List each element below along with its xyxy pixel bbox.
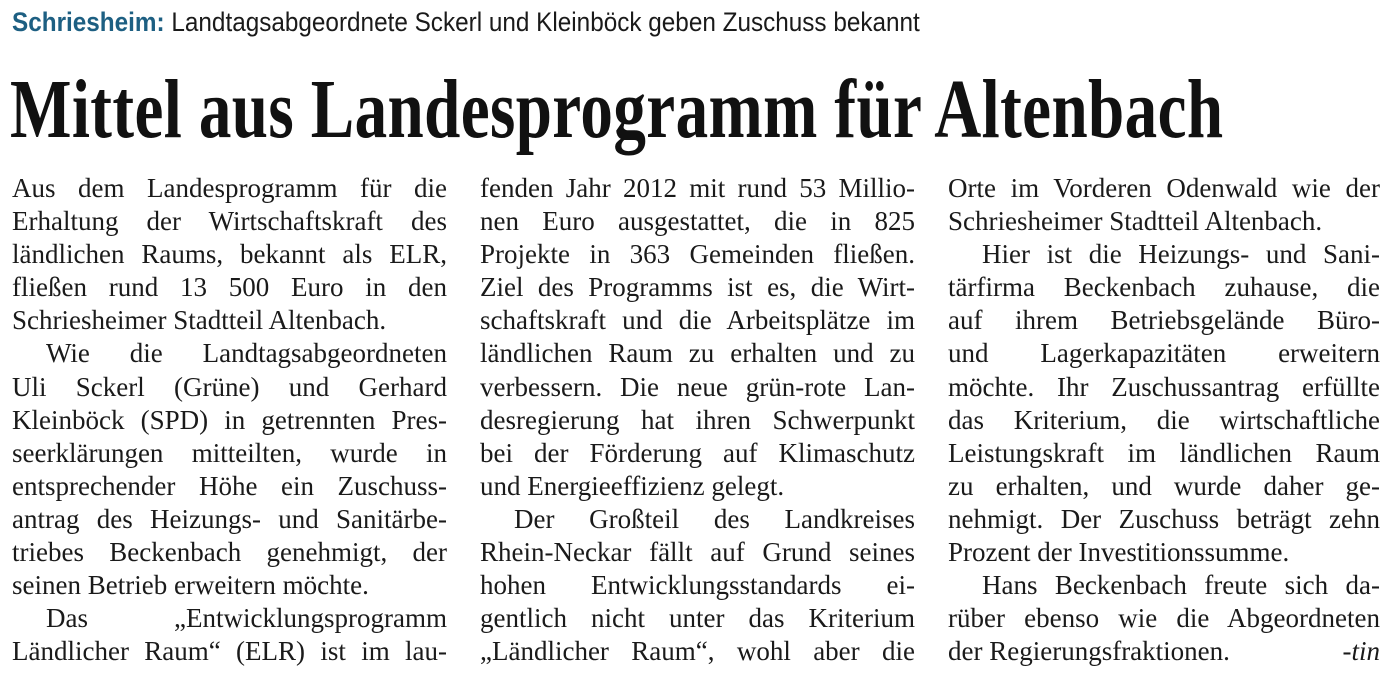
body-line: der Regierungsfraktionen. xyxy=(948,636,1230,667)
body-line: Kleinböck (SPD) in getrennten Pres- xyxy=(12,404,447,435)
article-column-3 xyxy=(948,172,1380,668)
body-line: fließen rund 13 500 Euro in den xyxy=(12,272,447,303)
body-line: Das „Entwicklungsprogramm xyxy=(46,603,447,634)
body-line: Ländlicher Raum“ (ELR) ist im lau- xyxy=(12,636,447,667)
body-line: rüber ebenso wie die Abgeordneten xyxy=(948,603,1380,634)
kicker-line xyxy=(12,2,1245,42)
body-line: schaftskraft und die Arbeitsplätze im xyxy=(480,305,915,336)
body-line: Schriesheimer Stadtteil Altenbach. xyxy=(12,305,387,336)
body-line: Leistungskraft im ländlichen Raum xyxy=(948,437,1380,468)
author-signature: -tin xyxy=(1342,636,1380,667)
body-line: bei der Förderung auf Klimaschutz xyxy=(480,437,915,468)
body-line: und Lagerkapazitäten erweitern xyxy=(948,338,1380,369)
body-line: möchte. Ihr Zuschussantrag erfüllte xyxy=(948,371,1380,402)
body-line: antrag des Heizungs- und Sanitärbe- xyxy=(12,503,447,534)
body-line: auf ihrem Betriebsgelände Büro- xyxy=(948,305,1380,336)
body-line: nehmigt. Der Zuschuss beträgt zehn xyxy=(948,503,1380,534)
body-line: seerklärungen mitteilten, wurde in xyxy=(12,437,447,468)
body-line: verbessern. Die neue grün-rote Lan- xyxy=(480,371,915,402)
body-line: Erhaltung der Wirtschaftskraft des xyxy=(12,206,447,237)
body-line: fenden Jahr 2012 mit rund 53 Millio- xyxy=(480,173,915,203)
body-line: Der Großteil des Landkreises xyxy=(514,503,915,534)
body-line: hohen Entwicklungsstandards ei- xyxy=(480,570,915,601)
article-column-2 xyxy=(480,172,915,668)
body-line: Hier ist die Heizungs- und Sani- xyxy=(982,239,1380,270)
body-line: ländlichen Raums, bekannt als ELR, xyxy=(12,239,447,270)
body-line: Orte im Vorderen Odenwald wie der xyxy=(948,173,1380,203)
body-line: Prozent der Investitionssumme. xyxy=(948,537,1290,568)
body-line: seinen Betrieb erweitern möchte. xyxy=(12,570,369,601)
body-line: nen Euro ausgestattet, die in 825 xyxy=(480,206,915,237)
body-line: tärfirma Beckenbach zuhause, die xyxy=(948,272,1380,303)
body-line: Ziel des Programms ist es, die Wirt- xyxy=(480,272,915,303)
body-line: Rhein-Neckar fällt auf Grund seines xyxy=(480,537,915,568)
kicker-place: Schriesheim: xyxy=(12,7,165,37)
body-line: und Energieeffizienz gelegt. xyxy=(480,470,785,501)
body-line: ländlichen Raum zu erhalten und zu xyxy=(480,338,915,369)
body-line: Uli Sckerl (Grüne) und Gerhard xyxy=(12,371,447,402)
article-column-1 xyxy=(12,172,447,668)
body-line: triebes Beckenbach genehmigt, der xyxy=(12,537,447,568)
headline: Mittel aus Landesprogramm für Altenbach xyxy=(10,63,1224,156)
kicker-text: Landtagsabgeordnete Sckerl und Kleinböck geben Zuschuss bekannt xyxy=(171,7,920,37)
body-line: Projekte in 363 Gemeinden fließen. xyxy=(480,239,915,270)
body-line: zu erhalten, und wurde daher ge- xyxy=(948,470,1380,501)
body-line: „Ländlicher Raum“, wohl aber die xyxy=(480,636,915,667)
body-line: Wie die Landtagsabgeordneten xyxy=(46,338,447,369)
final-line xyxy=(948,635,1380,668)
body-line: desregierung hat ihren Schwerpunkt xyxy=(480,404,915,435)
body-line: gentlich nicht unter das Kriterium xyxy=(480,603,915,634)
body-line: Schriesheimer Stadtteil Altenbach. xyxy=(948,206,1323,237)
body-line: Hans Beckenbach freute sich da- xyxy=(982,570,1380,601)
body-line: das Kriterium, die wirtschaftliche xyxy=(948,404,1380,435)
body-line: entsprechender Höhe ein Zuschuss- xyxy=(12,470,447,501)
body-line: Aus dem Landesprogramm für die xyxy=(12,173,447,203)
